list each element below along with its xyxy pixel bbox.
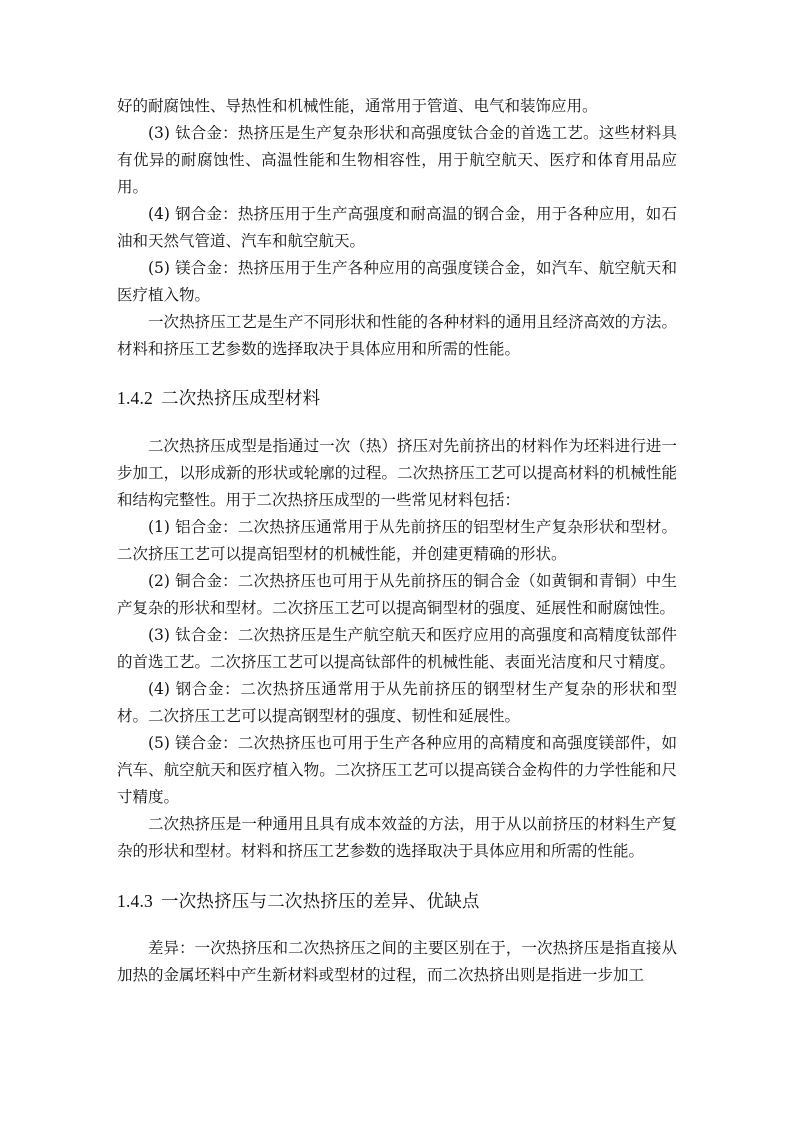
section-prev-body [117, 93, 677, 363]
list-item-copper: (2) 铜合金：二次热挤压也可用于从先前挤压的铜合金（如黄铜和青铜）中生产复杂的形状和型材。二次挤压工艺可以提高铜型材的强度、延展性和耐腐蚀性。 [117, 572, 677, 617]
section-number: 1.4.3 [117, 891, 153, 911]
section-number: 1.4.2 [117, 388, 153, 408]
list-item-magnesium: (5) 镁合金：热挤压用于生产各种应用的高强度镁合金，如汽车、航空航天和医疗植入物。 [117, 259, 677, 304]
paragraph-differences: 差异：一次热挤压和二次热挤压之间的主要区别在于，一次热挤压是指直接从加热的金属坯料中产生新材料或型材的过程，而二次热挤出则是指进一步加工 [117, 939, 677, 984]
list-item-aluminum: (1) 铝合金：二次热挤压通常用于从先前挤压的铝型材生产复杂形状和型材。二次挤压工艺可以提高铝型材的机械性能，并创建更精确的形状。 [117, 518, 677, 563]
list-item-steel: (4) 钢合金：二次热挤压通常用于从先前挤压的钢型材生产复杂的形状和型材。二次挤压工艺可以提高钢型材的强度、韧性和延展性。 [117, 680, 677, 725]
section-1-4-3-body [117, 935, 677, 989]
section-heading-1-4-3 [117, 887, 677, 916]
list-item-steel: (4) 钢合金：热挤压用于生产高强度和耐高温的钢合金，用于各种应用，如石油和天然气管道、汽车和航空航天。 [117, 205, 677, 250]
section-title: 一次热挤压与二次热挤压的差异、优缺点 [161, 892, 480, 912]
paragraph: 好的耐腐蚀性、导热性和机械性能，通常用于管道、电气和装饰应用。 [117, 97, 598, 115]
list-item-titanium: (3) 钛合金：二次热挤压是生产航空航天和医疗应用的高强度和高精度钛部件的首选工艺。二次挤压工艺可以提高钛部件的机械性能、表面光洁度和尺寸精度。 [117, 626, 677, 671]
section-1-4-2-body [117, 433, 677, 865]
section-heading-1-4-2 [117, 384, 677, 413]
paragraph-summary: 二次热挤压是一种通用且具有成本效益的方法，用于从以前挤压的材料生产复杂的形状和型材。材料和挤压工艺参数的选择取决于具体应用和所需的性能。 [117, 815, 677, 860]
document-page [117, 93, 677, 989]
paragraph-intro: 二次热挤压成型是指通过一次（热）挤压对先前挤出的材料作为坯料进行进一步加工，以形成新的形状或轮廓的过程。二次热挤压工艺可以提高材料的机械性能和结构完整性。用于二次热挤压成型的一些常见材料包括： [117, 437, 677, 509]
paragraph-summary: 一次热挤压工艺是生产不同形状和性能的各种材料的通用且经济高效的方法。材料和挤压工艺参数的选择取决于具体应用和所需的性能。 [117, 313, 677, 358]
section-title: 二次热挤压成型材料 [161, 389, 321, 409]
list-item-titanium: (3) 钛合金：热挤压是生产复杂形状和高强度钛合金的首选工艺。这些材料具有优异的耐腐蚀性、高温性能和生物相容性，用于航空航天、医疗和体育用品应用。 [117, 124, 677, 196]
list-item-magnesium: (5) 镁合金：二次热挤压也可用于生产各种应用的高精度和高强度镁部件，如汽车、航空航天和医疗植入物。二次挤压工艺可以提高镁合金构件的力学性能和尺寸精度。 [117, 734, 677, 806]
